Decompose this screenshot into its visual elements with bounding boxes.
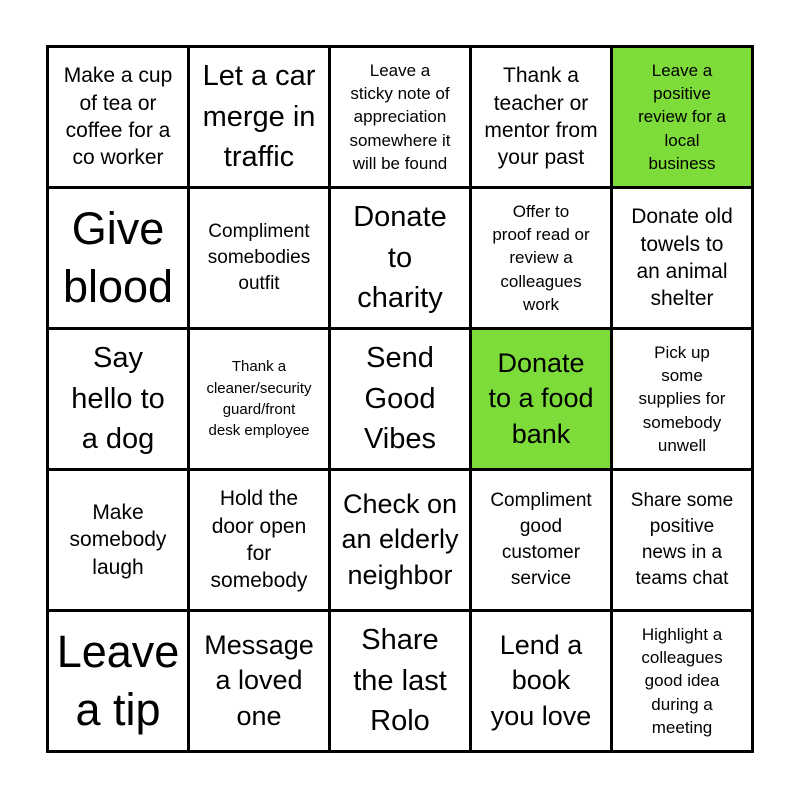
bingo-cell[interactable] [49, 612, 187, 750]
bingo-cell[interactable] [190, 612, 328, 750]
bingo-cell[interactable] [49, 471, 187, 609]
cell-text: Send Good Vibes [363, 342, 437, 456]
bingo-cell[interactable] [472, 48, 610, 186]
cell-text: Hold the door open for somebody [210, 487, 308, 593]
bingo-cell[interactable] [49, 48, 187, 186]
bingo-cell-marked[interactable] [613, 48, 751, 186]
cell-text: Make somebody laugh [69, 501, 167, 579]
bingo-cell[interactable] [613, 330, 751, 468]
bingo-cell[interactable] [331, 48, 469, 186]
cell-text: Thank a cleaner/security guard/front desk employee [206, 358, 312, 440]
bingo-cell[interactable] [331, 189, 469, 327]
bingo-cell[interactable] [49, 330, 187, 468]
bingo-cell[interactable] [190, 330, 328, 468]
cell-text: Give blood [62, 202, 174, 312]
cell-text: Message a loved one [204, 629, 314, 731]
cell-text: Donate to charity [353, 201, 447, 315]
cell-text: Check on an elderly neighbor [341, 488, 459, 590]
bingo-cell[interactable] [613, 189, 751, 327]
cell-text: Donate old towels to an animal shelter [631, 205, 733, 311]
cell-text: Leave a tip [56, 625, 180, 735]
cell-text: Compliment somebodies outfit [207, 221, 311, 294]
bingo-cell[interactable] [331, 330, 469, 468]
cell-text: Share some positive news in a teams chat [630, 490, 734, 589]
cell-text: Compliment good customer service [490, 490, 592, 589]
cell-text: Lend a book you love [490, 629, 592, 731]
cell-text: Leave a sticky note of appreciation somewhere it will be found [349, 61, 451, 173]
bingo-cell[interactable] [472, 612, 610, 750]
cell-text: Highlight a colleagues good idea during a meeting [641, 625, 723, 737]
bingo-cell[interactable] [331, 612, 469, 750]
bingo-cell[interactable] [472, 189, 610, 327]
bingo-cell[interactable] [190, 48, 328, 186]
bingo-cell[interactable] [613, 612, 751, 750]
bingo-cell[interactable] [613, 471, 751, 609]
cell-text: Donate to a food bank [488, 347, 594, 449]
bingo-cell[interactable] [472, 471, 610, 609]
bingo-board [46, 45, 754, 753]
cell-text: Leave a positive review for a local business [638, 61, 726, 173]
cell-text: Thank a teacher or mentor from your past [484, 64, 598, 170]
cell-text: Say hello to a dog [71, 342, 165, 456]
bingo-cell[interactable] [331, 471, 469, 609]
bingo-cell[interactable] [190, 471, 328, 609]
bingo-cell[interactable] [190, 189, 328, 327]
cell-text: Offer to proof read or review a colleagues work [492, 202, 590, 314]
bingo-cell[interactable] [49, 189, 187, 327]
cell-text: Let a car merge in traffic [202, 60, 316, 174]
cell-text: Make a cup of tea or coffee for a co worker [63, 64, 173, 170]
cell-text: Pick up some supplies for somebody unwell [638, 343, 726, 455]
cell-text: Share the last Rolo [353, 624, 447, 738]
bingo-cell-marked[interactable] [472, 330, 610, 468]
